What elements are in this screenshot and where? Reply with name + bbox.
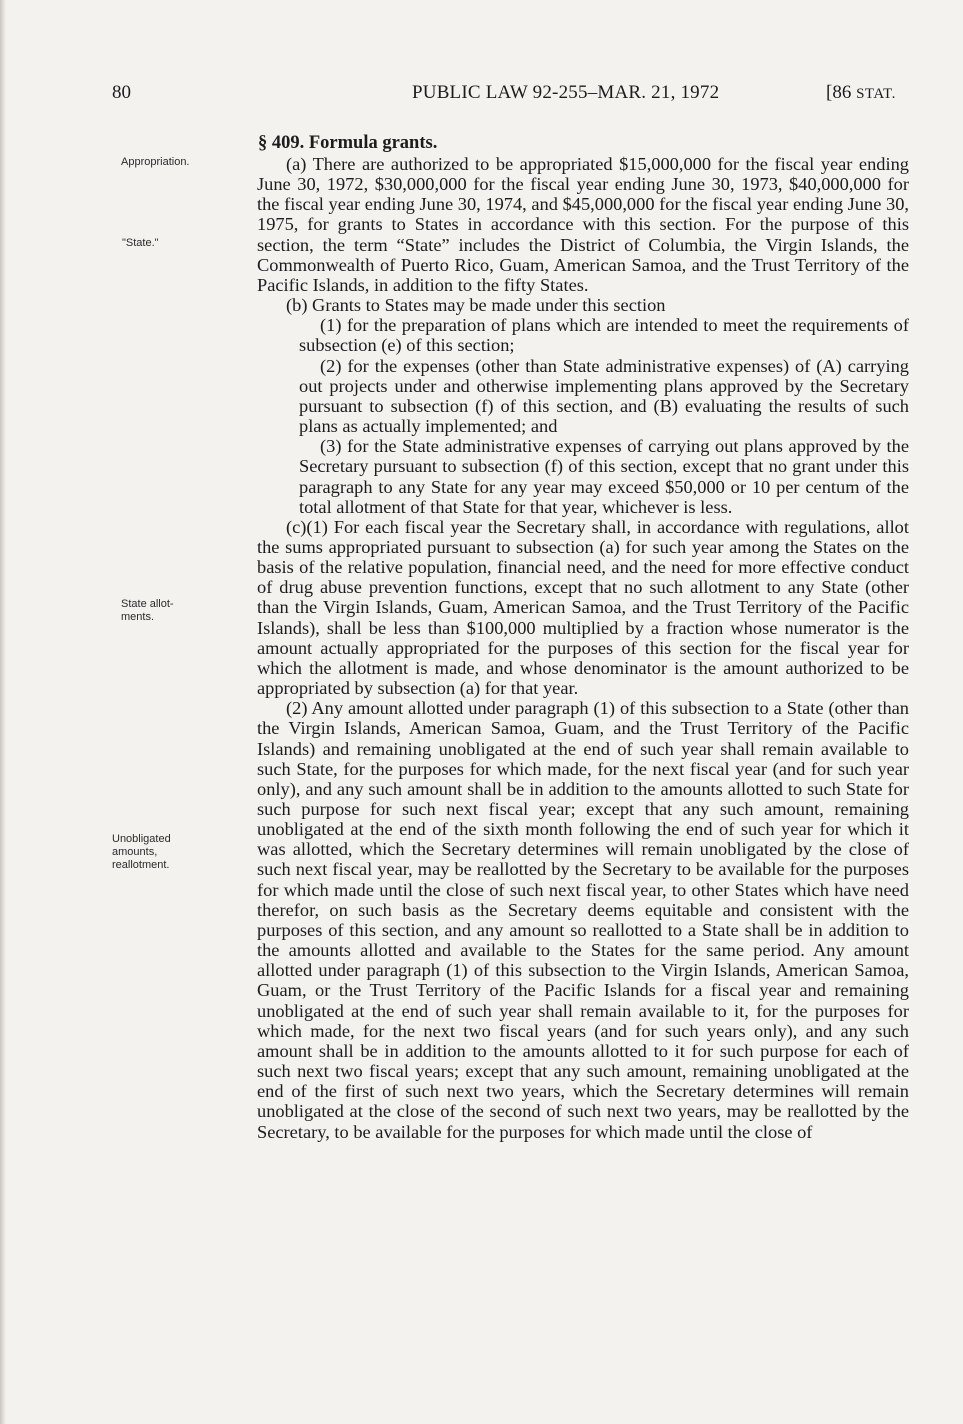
- running-title: PUBLIC LAW 92-255–MAR. 21, 1972: [412, 82, 720, 103]
- section-body: [257, 154, 909, 1142]
- paragraph-b: (b) Grants to States may be made under this section: [286, 295, 666, 316]
- statute-reference: [826, 82, 896, 104]
- margin-note-unobligated-amounts: Unobligated amounts, reallotment.: [112, 833, 171, 871]
- margin-note-appropriation: Appropriation.: [121, 156, 190, 168]
- paragraph-c-1: (c)(1) For each fiscal year the Secretary shall, in accordance with regulations, allot the sums appropriated pursuant to subsection (a) for such year among the States on the basis of the relative population, financial need, and the need for more effective conduct of drug abuse prevention functions, except that no such allotment to any State (other than the Virgin Islands, Guam, American Samoa, and the Trust Territory of the Pacific Islands), shall be less than $100,000 multiplied by a fraction whose numerator is the amount actually appropriated for the purposes of this section for the fiscal year for which the allotment is made, and whose denominator is the amount authorized to be appropriated by subsection (a) for that year.: [257, 516, 909, 699]
- margin-note-state-definition: "State.": [122, 237, 159, 249]
- page-edge-shadow: [0, 0, 6, 1424]
- margin-note-state-allotments: State allot- ments.: [121, 598, 174, 623]
- paragraph-b-1: (1) for the preparation of plans which are intended to meet the requirements of subsection (e) of this section;: [299, 315, 909, 356]
- statute-volume: [86: [826, 82, 857, 103]
- paragraph-c-2: (2) Any amount allotted under paragraph (1) of this subsection to a State (other than the Virgin Islands, American Samoa, Guam, and the Trust Territory of the Pacific Islands) and remaining unobligated at the end of such year shall remain available to such State, for the purposes for which made, for the next fiscal year (and for such year only), and any such amount shall be in addition to the amounts allotted to such State for such purpose for such next fiscal year; except that any such amount, remaining unobligated at the end of the sixth month following the end of such year for which it was allotted, which the Secretary determines will remain unobligated by the close of such next fiscal year, may be reallotted by the Secretary to be available for the purposes for which made until the close of such next fiscal year, to other States which have need therefor, on such basis as the Secretary deems equitable and consistent with the purposes of this section, and any amount so reallotted to a State shall be in addition to the amounts allotted and available to the States for the same period. Any amount allotted under paragraph (1) of this subsection to the Virgin Islands, American Samoa, Guam, or the Trust Territory of the Pacific Islands for a fiscal year and remaining unobligated at the end of such year shall remain available to it, for the purposes for which made, for the next two fiscal years (and for such years only), and any such amount shall be in addition to the amounts allotted to it for such purpose for each of such next two fiscal years; except that any such amount, remaining unobligated at the end of the first of such next two years, which the Secretary determines will remain unobligated at the close of the second of such next two years, may be reallotted by the Secretary, to be available for the purposes for which made until the close of: [257, 698, 909, 1142]
- paragraph-b-3: (3) for the State administrative expenses of carrying out plans approved by the Secretary pursuant to subsection (f) of this section, except that no grant under this paragraph to any State for any year may exceed $50,000 or 10 per centum of the total allotment of that State for that year, whichever is less.: [299, 436, 909, 517]
- paragraph-a: (a) There are authorized to be appropriated $15,000,000 for the fiscal year ending June 30, 1972, $30,000,000 for the fiscal year ending June 30, 1973, $40,000,000 for the fiscal year ending June 30, 1974, and $45,000,000 for the fiscal year ending June 30, 1975, for grants to States in accordance with this section. For the purpose of this section, the term “State” includes the District of Columbia, the Virgin Islands, the Commonwealth of Puerto Rico, Guam, American Samoa, and the Trust Territory of the Pacific Islands, in addition to the fifty States.: [257, 154, 909, 295]
- page-number: 80: [112, 82, 131, 103]
- paragraph-b-2: (2) for the expenses (other than State administrative expenses) of (A) carrying out projects under and otherwise implementing plans approved by the Secretary pursuant to subsection (f) of this section, and (B) evaluating the results of such plans as actually implemented; and: [299, 355, 909, 437]
- section-heading: § 409. Formula grants.: [258, 133, 438, 153]
- page-header: [0, 82, 963, 108]
- statute-label: STAT.: [856, 86, 896, 102]
